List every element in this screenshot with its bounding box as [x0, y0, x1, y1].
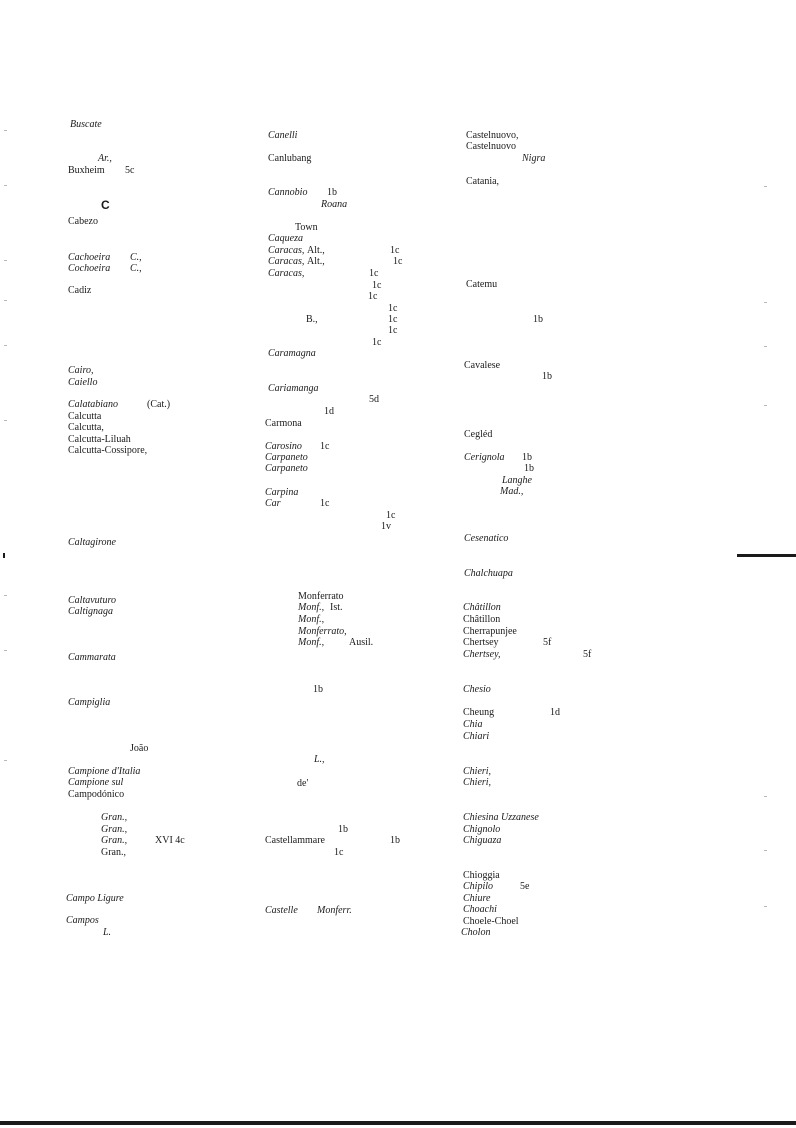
index-entry: Cabezo: [68, 216, 98, 227]
index-entry: de': [297, 778, 309, 789]
index-entry: Chiguaza: [463, 835, 502, 846]
index-entry: Monf.,: [298, 637, 325, 648]
index-entry: Calcutta-Liluah: [68, 434, 131, 445]
index-entry: Nigra: [522, 153, 546, 164]
index-entry: Chalchuapa: [464, 568, 513, 579]
grid-reference: 1c: [372, 280, 382, 291]
index-entry: Choachi: [463, 904, 497, 915]
index-entry: Castelnuovo,: [466, 130, 519, 141]
grid-reference: 1b: [327, 187, 337, 198]
grid-reference: 1b: [533, 314, 543, 325]
index-entry: Catania,: [466, 176, 500, 187]
grid-reference: 1b: [313, 684, 323, 695]
margin-mark: [4, 345, 7, 346]
grid-reference: 5e: [520, 881, 530, 892]
grid-reference: 5c: [125, 165, 135, 176]
index-entry: Calcutta,: [68, 422, 104, 433]
index-entry: Castellammare: [265, 835, 325, 846]
index-entry: Cholon: [461, 927, 491, 938]
index-entry: Campodónico: [68, 789, 125, 800]
margin-mark: [4, 760, 7, 761]
index-entry: Chieri,: [463, 777, 492, 788]
index-entry: Carpaneto: [265, 463, 308, 474]
index-entry: Cheung: [463, 707, 495, 718]
margin-mark: [4, 650, 7, 651]
margin-mark: [764, 850, 767, 851]
grid-reference: 1b: [542, 371, 552, 382]
index-entry: Chipilo: [463, 881, 494, 892]
index-entry: Castelnuovo: [466, 141, 516, 152]
grid-reference: 1c: [372, 337, 382, 348]
grid-reference: 1b: [390, 835, 400, 846]
index-entry: Cammarata: [68, 652, 116, 663]
index-entry: Caracas,: [268, 268, 305, 279]
index-entry: Monferrato,: [298, 626, 347, 637]
grid-reference: 1c: [390, 245, 400, 256]
index-entry: Caltagirone: [68, 537, 116, 548]
margin-mark: [764, 186, 767, 187]
grid-reference: 1c: [388, 314, 398, 325]
grid-reference: 1c: [320, 498, 330, 509]
index-entry: Gran.,: [101, 847, 126, 858]
index-entry: Cochoeira: [68, 263, 111, 274]
index-entry: Mad.,: [500, 486, 524, 497]
bottom-rule: [0, 1121, 796, 1125]
grid-reference: 1v: [381, 521, 391, 532]
grid-reference: 1c: [388, 303, 398, 314]
index-entry: Gran.,: [101, 812, 128, 823]
grid-reference: 1c: [369, 268, 379, 279]
grid-reference: 5f: [583, 649, 592, 660]
index-entry: Cegléd: [464, 429, 493, 440]
grid-reference: 1c: [388, 325, 398, 336]
margin-mark: [764, 302, 767, 303]
index-entry: Carosino: [265, 441, 302, 452]
index-entry: Caiello: [68, 377, 98, 388]
index-entry: Chiesina Uzzanese: [463, 812, 539, 823]
margin-dot: [3, 553, 5, 558]
index-entry: Chioggia: [463, 870, 500, 881]
margin-mark: [4, 420, 7, 421]
grid-reference: 1c: [386, 510, 396, 521]
margin-mark: [4, 130, 7, 131]
index-entry: Caracas,: [268, 256, 305, 267]
index-entry: Cerignola: [464, 452, 505, 463]
index-entry: C.,: [130, 263, 142, 274]
index-entry: Cariamanga: [268, 383, 319, 394]
margin-mark: [764, 405, 767, 406]
index-entry: Chertsey,: [463, 649, 501, 660]
index-entry: Carmona: [265, 418, 302, 429]
margin-mark: [764, 906, 767, 907]
index-entry: Roana: [321, 199, 348, 210]
grid-reference: 1b: [522, 452, 532, 463]
grid-reference: 1b: [338, 824, 348, 835]
index-entry: C.,: [130, 252, 142, 263]
index-entry: Châtillon: [463, 602, 501, 613]
index-entry: Catemu: [466, 279, 498, 290]
index-entry: Chignolo: [463, 824, 501, 835]
grid-reference: 5d: [369, 394, 379, 405]
grid-reference: 1c: [320, 441, 330, 452]
margin-mark: [764, 346, 767, 347]
index-entry: Calcutta: [68, 411, 102, 422]
index-entry: Cairo,: [68, 365, 94, 376]
index-entry: Cannobio: [268, 187, 308, 198]
index-entry: Chiure: [463, 893, 491, 904]
index-entry: Caramagna: [268, 348, 316, 359]
index-entry: Langhe: [502, 475, 532, 486]
index-entry: Calatabiano: [68, 399, 119, 410]
index-entry: Cavalese: [464, 360, 501, 371]
index-entry: Buxheim: [68, 165, 105, 176]
grid-reference: 5f: [543, 637, 552, 648]
index-entry: Campiglia: [68, 697, 111, 708]
margin-mark: [4, 185, 7, 186]
index-entry: Canelli: [268, 130, 298, 141]
index-entry: Cesenatico: [464, 533, 509, 544]
index-entry: Ist.: [330, 602, 343, 613]
index-entry: Campione d'Italia: [68, 766, 141, 777]
index-entry: Chiari: [463, 731, 490, 742]
index-entry: Monferrato: [298, 591, 344, 602]
grid-reference: XVI 4c: [155, 835, 185, 846]
margin-mark: [764, 796, 767, 797]
index-entry: Cadiz: [68, 285, 92, 296]
grid-reference: 1c: [334, 847, 344, 858]
index-entry: Chertsey: [463, 637, 499, 648]
index-entry: Carpina: [265, 487, 299, 498]
index-entry: Calcutta-Cossipore,: [68, 445, 148, 456]
index-entry: L.: [103, 927, 112, 938]
index-entry: Chesio: [463, 684, 491, 695]
index-entry: Campo Ligure: [66, 893, 124, 904]
index-entry: Caltignaga: [68, 606, 114, 617]
index-entry: Gran.,: [101, 835, 128, 846]
index-entry: Châtillon: [463, 614, 501, 625]
edge-rule: [737, 554, 796, 557]
index-entry: Chia: [463, 719, 483, 730]
grid-reference: 1c: [393, 256, 403, 267]
index-entry: Choele-Choel: [463, 916, 519, 927]
index-entry: B.,: [306, 314, 318, 325]
index-entry: Carpaneto: [265, 452, 308, 463]
index-entry: Monf.,: [298, 602, 325, 613]
index-entry: João: [130, 743, 149, 754]
index-entry: Cherrapunjee: [463, 626, 517, 637]
index-entry: Alt.,: [307, 245, 325, 256]
margin-mark: [4, 260, 7, 261]
margin-mark: [4, 595, 7, 596]
index-entry: Cachoeira: [68, 252, 111, 263]
index-entry: (Cat.): [147, 399, 171, 410]
grid-reference: 1d: [550, 707, 560, 718]
index-entry: Town: [295, 222, 318, 233]
index-entry: L.,: [314, 754, 325, 765]
index-entry: Chieri,: [463, 766, 492, 777]
index-entry: Campos: [66, 915, 99, 926]
index-entry: Campione sul: [68, 777, 124, 788]
index-entry: Car: [265, 498, 281, 509]
index-entry: Ausil.: [349, 637, 374, 648]
section-letter: C: [101, 198, 110, 212]
index-entry: Monf.,: [298, 614, 325, 625]
index-entry: Caltavuturo: [68, 595, 116, 606]
index-entry: Gran.,: [101, 824, 128, 835]
index-entry: Buscate: [70, 119, 102, 130]
index-entry: Caracas,: [268, 245, 305, 256]
margin-mark: [4, 300, 7, 301]
index-entry: Canlubang: [268, 153, 312, 164]
index-entry: Ar.,: [98, 153, 112, 164]
grid-reference: 1b: [524, 463, 534, 474]
grid-reference: 1d: [324, 406, 334, 417]
index-entry: Caqueza: [268, 233, 303, 244]
grid-reference: 1c: [368, 291, 378, 302]
index-entry: Castelle: [265, 905, 298, 916]
index-entry: Alt.,: [307, 256, 325, 267]
index-entry: Monferr.: [317, 905, 352, 916]
